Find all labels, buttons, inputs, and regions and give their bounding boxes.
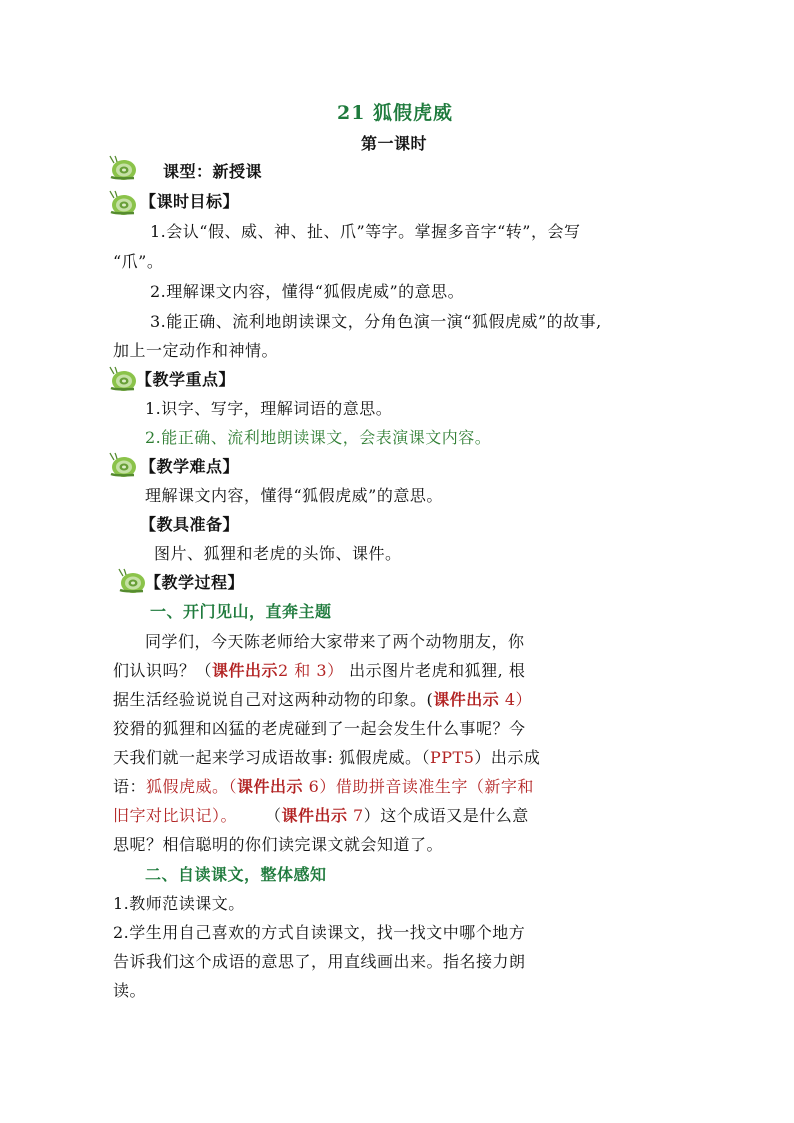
objective-3a: 3.能正确、流利地朗读课文，分角色演一演“狐假虎威”的故事, bbox=[150, 312, 602, 331]
key-heading: 【教学重点】 bbox=[136, 370, 236, 389]
objective-3b: 加上一定动作和神情。 bbox=[113, 341, 279, 360]
key-1: 1.识字、写字，理解词语的意思。 bbox=[145, 399, 393, 418]
section-1-heading: 一、开门见山，直奔主题 bbox=[150, 602, 332, 621]
page-subtitle: 第一课时 bbox=[361, 134, 428, 153]
snail-icon bbox=[108, 155, 138, 181]
section-2-item-2a: 2.学生用自己喜欢的方式自读课文，找一找文中哪个地方 bbox=[113, 923, 526, 942]
para-1-line-4: 狡猾的狐狸和凶猛的老虎碰到了一起会发生什么事呢？今 bbox=[113, 719, 526, 738]
difficult-heading: 【教学难点】 bbox=[140, 457, 240, 476]
para-1-line-7: 旧字对比识记）。 （课件出示 7）这个成语又是什么意 bbox=[113, 806, 529, 825]
objective-1a: 1.会认“假、威、神、扯、爪”等字。掌握多音字“转”，会写 bbox=[150, 222, 581, 241]
section-2-heading: 二、自读课文，整体感知 bbox=[145, 865, 327, 884]
section-2-item-2c: 读。 bbox=[113, 981, 147, 1000]
page-title: 21 狐假虎威 bbox=[337, 102, 454, 124]
objectives-heading: 【课时目标】 bbox=[140, 192, 240, 211]
snail-icon bbox=[108, 190, 138, 216]
snail-icon bbox=[108, 452, 138, 478]
snail-icon bbox=[117, 568, 147, 594]
para-1-line-6: 语：狐假虎威。（课件出示 6）借助拼音读准生字（新字和 bbox=[113, 777, 534, 796]
snail-icon bbox=[108, 366, 138, 392]
key-2: 2.能正确、流利地朗读课文，会表演课文内容。 bbox=[145, 428, 492, 447]
para-1-line-3: 据生活经验说说自己对这两种动物的印象。(课件出示 4） bbox=[113, 690, 533, 709]
section-2-item-1: 1.教师范读课文。 bbox=[113, 894, 245, 913]
tools-heading: 【教具准备】 bbox=[140, 515, 240, 534]
difficult-1: 理解课文内容，懂得“狐假虎威”的意思。 bbox=[145, 486, 443, 505]
para-1-line-5: 天我们就一起来学习成语故事: 狐假虎威。（PPT5）出示成 bbox=[113, 748, 541, 767]
tools-1: 图片、狐狸和老虎的头饰、课件。 bbox=[154, 544, 402, 563]
para-1-line-8: 思呢？相信聪明的你们读完课文就会知道了。 bbox=[113, 835, 444, 854]
para-1-line-1: 同学们，今天陈老师给大家带来了两个动物朋友，你 bbox=[145, 632, 525, 651]
section-2-item-2b: 告诉我们这个成语的意思了，用直线画出来。指名接力朗 bbox=[113, 952, 526, 971]
lesson-type: 课型：新授课 bbox=[163, 162, 263, 181]
objective-1b: “爪”。 bbox=[113, 252, 164, 271]
para-1-line-2: 们认识吗？（课件出示2 和 3） 出示图片老虎和狐狸, 根 bbox=[113, 661, 526, 680]
objective-2: 2.理解课文内容，懂得“狐假虎威”的意思。 bbox=[150, 282, 465, 301]
process-heading: 【教学过程】 bbox=[145, 573, 245, 592]
